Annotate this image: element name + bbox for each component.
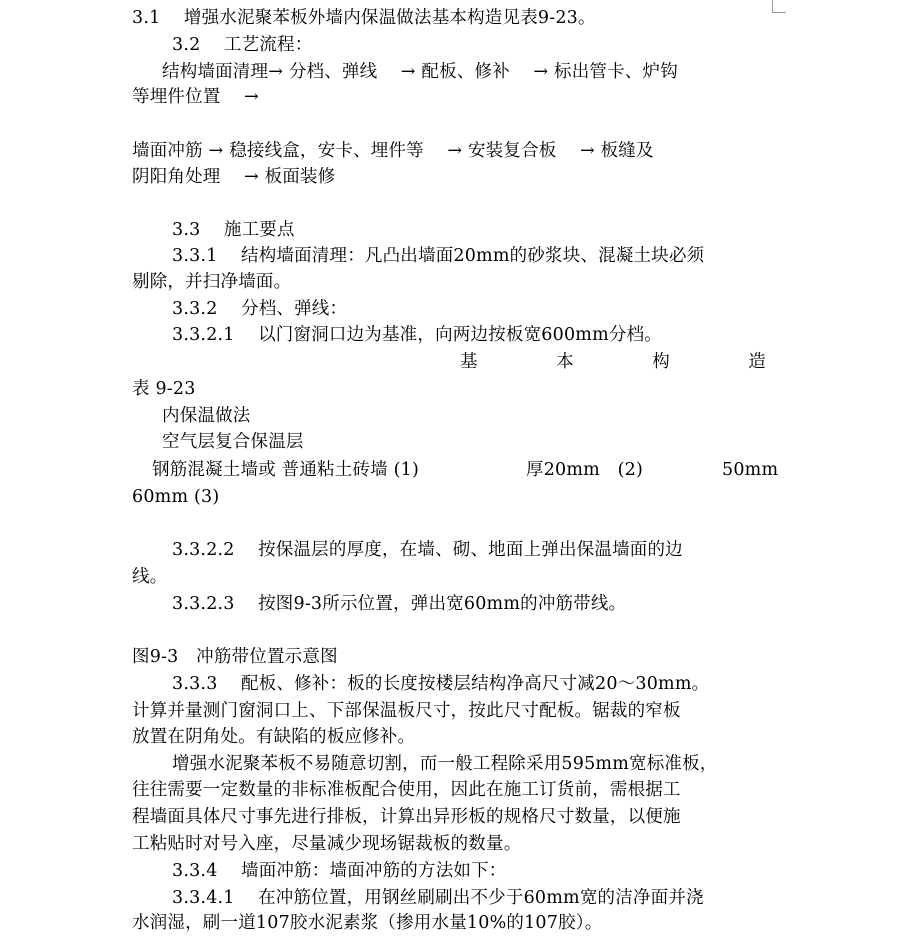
section-heading: 3.3 施工要点 <box>172 220 295 240</box>
text-line: 3.3.2.3 按图9-3所示位置，弹出宽60mm的冲筋带线。 <box>172 594 627 614</box>
text-line: 增强水泥聚苯板不易随意切割，而一般工程除采用595mm宽标准板， <box>172 754 718 774</box>
text-line: 线。 <box>132 567 168 587</box>
text-line: 等埋件位置 → <box>132 87 259 107</box>
text-line: 水润湿，刷一道107胶水泥素浆（掺用水量10%的107胶）。 <box>132 913 603 933</box>
table-title: 基 本 构 造 <box>460 352 766 372</box>
text-line: 3.3.4 墙面冲筋：墙面冲筋的方法如下： <box>172 861 507 881</box>
text-line: 剔除，并扫净墙面。 <box>132 272 292 292</box>
text-line: 3.3.2.2 按保温层的厚度，在墙、砌、地面上弹出保温墙面的边 <box>172 540 683 560</box>
text-line: 3.3.3 配板、修补：板的长度按楼层结构净高尺寸减20～30mm。 <box>172 674 710 694</box>
text-line: 放置在阴角处。有缺陷的板应修补。 <box>132 727 416 747</box>
text-line: 工粘贴时对号入座，尽量减少现场锯裁板的数量。 <box>132 834 522 854</box>
text-line: 墙面冲筋 → 稳接线盒，安卡、埋件等 → 安装复合板 → 板缝及 <box>132 141 654 161</box>
table-cell: 60mm (3) <box>132 487 220 507</box>
text-line: 阴阳角处理 → 板面装修 <box>132 167 336 187</box>
text-line: 3.3.1 结构墙面清理：凡凸出墙面20mm的砂浆块、混凝土块必须 <box>172 246 705 266</box>
text-line: 计算并量测门窗洞口上、下部保温板尺寸，按此尺寸配板。锯裁的窄板 <box>132 701 681 721</box>
text-line: 3.3.2.1 以门窗洞口边为基准，向两边按板宽600mm分档。 <box>172 325 662 345</box>
text-line: 3.3.4.1 在冲筋位置，用钢丝刷刷出不少于60mm宽的洁净面并浇 <box>172 888 704 908</box>
text-line: 往往需要一定数量的非标准板配合使用，因此在施工订货前，需根据工 <box>132 780 681 800</box>
text-line: 3.2 工艺流程： <box>172 35 313 55</box>
page-corner-mark <box>772 12 786 13</box>
text-line: 结构墙面清理→ 分档、弹线 → 配板、修补 → 标出管卡、炉钩 <box>162 62 678 82</box>
figure-caption: 图9-3 冲筋带位置示意图 <box>132 647 338 667</box>
text-line: 3.1 增强水泥聚苯板外墙内保温做法基本构造见表9-23。 <box>132 8 596 28</box>
table-cell: 空气层复合保温层 <box>162 432 304 452</box>
table-number: 表 9-23 <box>132 379 196 399</box>
text-line: 3.3.2 分档、弹线： <box>172 299 348 319</box>
text-line: 程墙面具体尺寸事先进行排板，计算出异形板的规格尺寸数量，以便施 <box>132 807 681 827</box>
table-cell: 钢筋混凝土墙或 普通粘土砖墙 (1) <box>152 460 420 480</box>
table-cell: 50mm <box>722 460 779 480</box>
table-cell: 厚20mm (2) <box>526 460 644 480</box>
table-cell: 内保温做法 <box>162 406 251 426</box>
page-corner-mark <box>772 0 773 13</box>
